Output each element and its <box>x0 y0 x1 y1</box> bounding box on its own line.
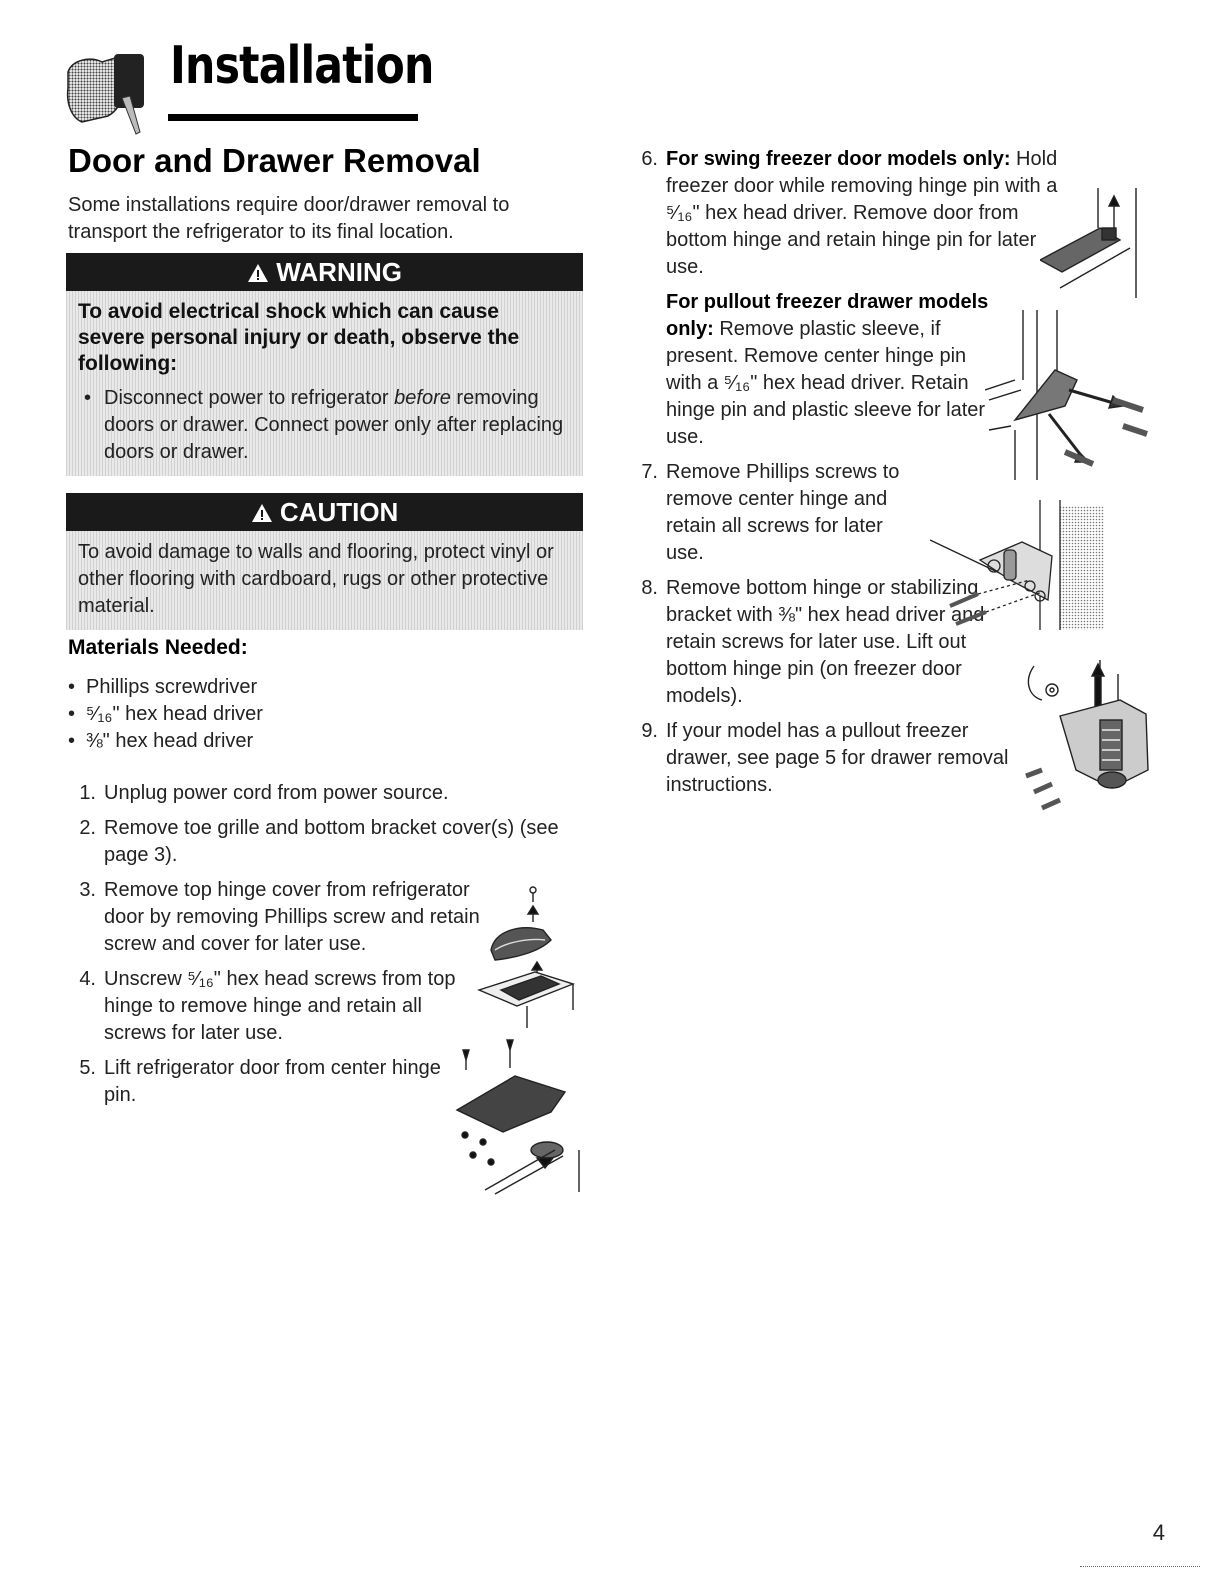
caution-body: To avoid damage to walls and flooring, protect vinyl or other flooring with cardboard, rugs or other protective material. <box>66 531 583 630</box>
caution-header <box>66 493 583 531</box>
title-underline <box>168 114 418 121</box>
warning-bullet-text: Disconnect power to refrigerator before removing doors or drawer. Connect power only after replacing doors or drawer. <box>104 387 564 463</box>
materials-heading: Materials Needed: <box>68 636 248 659</box>
warning-bullet <box>78 385 571 466</box>
swing-door-hinge-illustration <box>1040 188 1150 308</box>
divider <box>1080 1566 1200 1568</box>
bullet-icon: • <box>84 387 92 409</box>
step-4: 4. Unscrew ⁵⁄₁₆" hex head screws from top hinge to remove hinge and retain all screws for later use. <box>79 968 456 1044</box>
warning-triangle-icon <box>247 257 276 287</box>
pullout-drawer-hinge-illustration <box>985 310 1155 485</box>
step-2: 2. Remove toe grille and bottom bracket cover(s) (see page 3). <box>79 817 559 866</box>
step-6-text: For swing freezer door models only: Hold freezer door while removing hinge pin with a ⁵⁄₁₆" hex head driver. Remove door from bottom hinge and retain hinge pin for later use. <box>666 148 1058 278</box>
warning-box <box>66 253 583 476</box>
caution-label: CAUTION <box>279 497 399 527</box>
warning-body <box>66 291 583 476</box>
caution-box <box>66 493 583 630</box>
list-item: • ⁵⁄₁₆" hex head driver <box>68 703 263 725</box>
step-3: 3. Remove top hinge cover from refrigerator door by removing Phillips screw and retain screw and cover for later use. <box>79 879 480 955</box>
materials-list <box>68 674 488 755</box>
warning-header <box>66 253 583 291</box>
step-5: 5. Lift refrigerator door from center hinge pin. <box>79 1057 441 1106</box>
step-8: 8. Remove bottom hinge or stabilizing bracket with ⅜" hex head driver and retain screws for later use. Lift out bottom hinge pin (on freezer door models). <box>641 577 985 707</box>
warning-label: WARNING <box>276 257 402 287</box>
intro-text: Some installations require door/drawer removal to transport the refrigerator to its final location. <box>68 194 510 243</box>
list-item: • ⅜" hex head driver <box>68 730 254 752</box>
step-6-pullout: For pullout freezer drawer models only: Remove plastic sleeve, if present. Remove center hinge pin with a ⁵⁄₁₆" hex head driver. Retain hinge pin and plastic sleeve for later use. <box>666 291 989 448</box>
bottom-hinge-illustration <box>1020 660 1160 820</box>
list-item: • Phillips screwdriver <box>68 676 258 698</box>
warning-lead: To avoid electrical shock which can cause severe personal injury or death, observe the following: <box>78 300 520 375</box>
warning-triangle-icon <box>251 497 280 527</box>
step-1: 1. Unplug power cord from power source. <box>79 782 449 804</box>
page-number: 4 <box>1152 1520 1165 1545</box>
top-hinge-illustration <box>455 880 585 1195</box>
step-9: 9. If your model has a pullout freezer drawer, see page 5 for drawer removal instructions. <box>641 720 1009 796</box>
center-hinge-illustration <box>930 500 1105 635</box>
hand-wrench-icon <box>62 38 152 136</box>
step-6: 6. For swing freezer door models only: Hold freezer door while removing hinge pin with a ⁵⁄₁₆" hex head driver. Remove door from bottom hinge and retain hinge pin for later use. For pullout freezer drawer models only: Remove plastic sleeve, if present. Remove center hinge pin with a ⁵⁄₁₆" hex head driver. Retain hinge pin and plastic sleeve for later use. <box>630 146 1100 451</box>
page-title: Installation <box>170 36 434 96</box>
step-7: 7. Remove Phillips screws to remove center hinge and retain all screws for later use. <box>641 461 900 564</box>
section-title: Door and Drawer Removal <box>68 142 481 179</box>
